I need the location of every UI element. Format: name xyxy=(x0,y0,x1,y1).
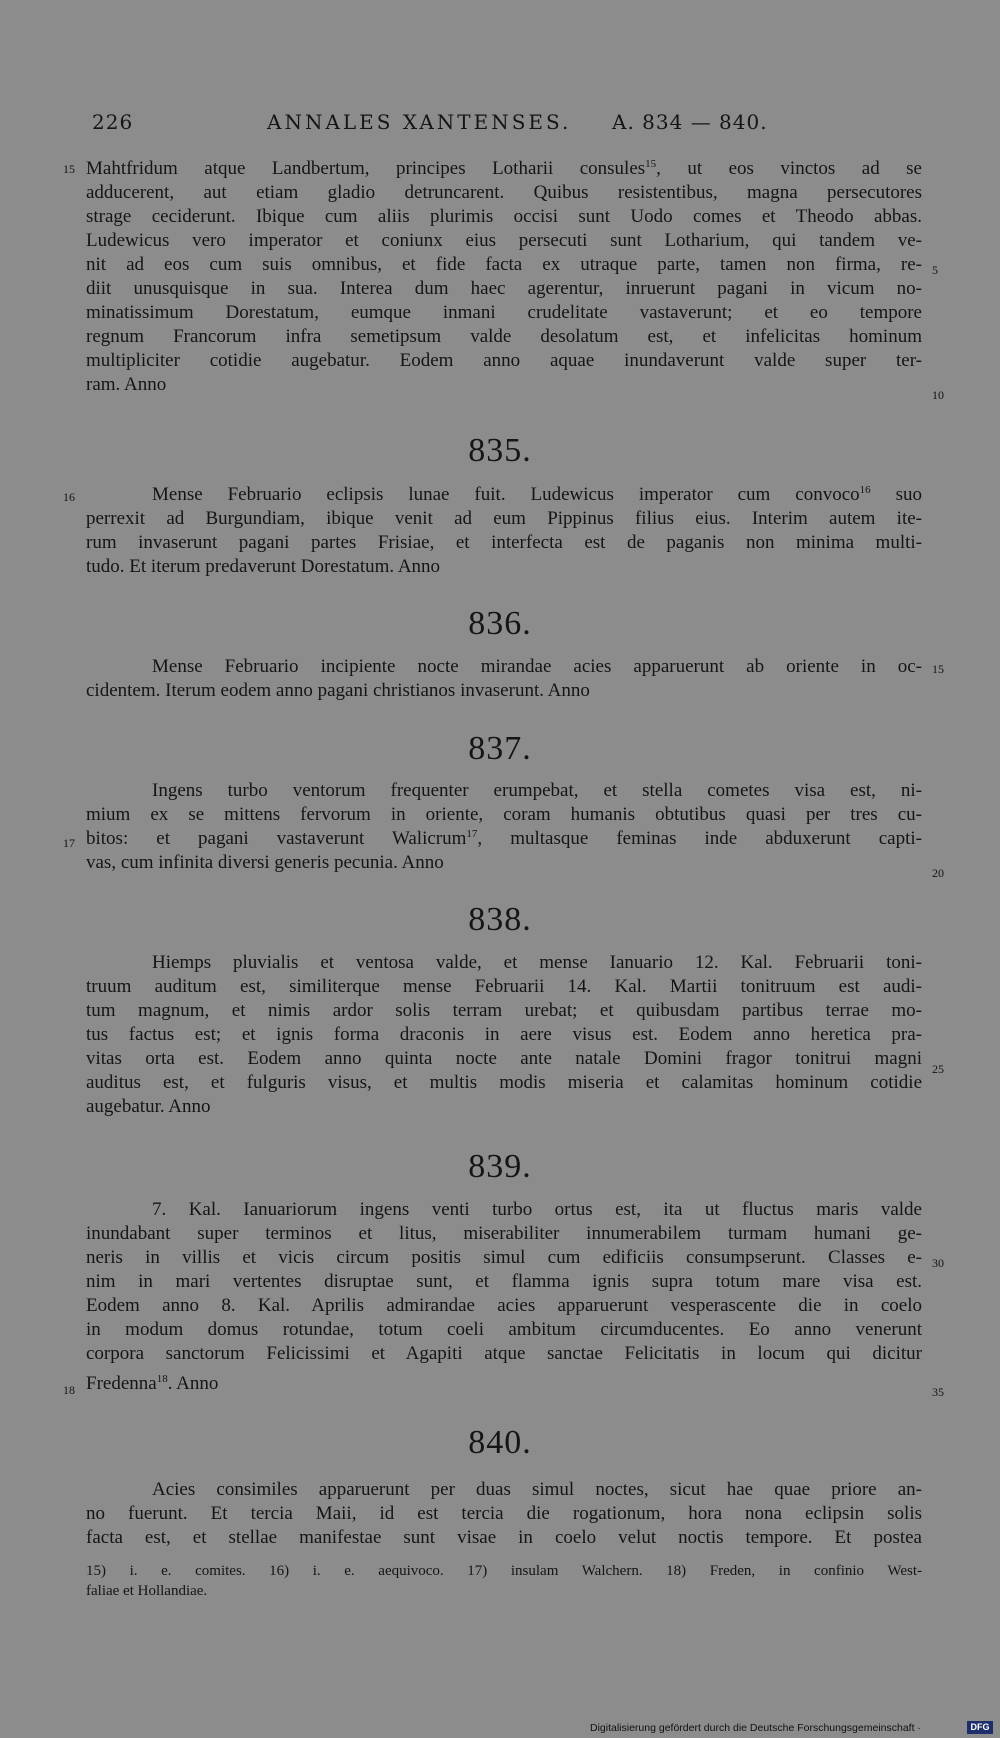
year-heading: 835. xyxy=(468,432,532,469)
footnote-ref: 16 xyxy=(859,484,871,496)
text-line: Ludewicus vero imperator et coniunx eius persecuti sunt Lotharium, qui tandem ve- xyxy=(86,230,922,251)
text-line: truum auditum est, similiterque mense Februarii 14. Kal. Martii tonitruum est audi- xyxy=(86,976,922,997)
text-line: adducerent, aut etiam gladio detruncarent. Quibus resistentibus, magna persecutores xyxy=(86,182,922,203)
text-line: inundabant super terminos et litus, miserabiliter innumerabilem turmam humani ge- xyxy=(86,1223,922,1244)
text-line: Hiemps pluvialis et ventosa valde, et mense Ianuario 12. Kal. Februarii toni- xyxy=(152,952,922,973)
text-line: tus factus est; et ignis forma draconis in aere visus est. Eodem anno heretica pra- xyxy=(86,1024,922,1045)
margin-number-right: 5 xyxy=(932,263,938,277)
text-line: Fredenna$^{18}$. Anno xyxy=(86,1373,219,1394)
text-line: auditus est, et fulguris visus, et multis modis miseria et calamitas hominum cotidie xyxy=(86,1072,922,1093)
text-line: diit unusquisque in sua. Interea dum haec agerentur, inruerunt pagani in vicum no- xyxy=(86,278,922,299)
text-line: mium ex se mittens fervorum in oriente, coram humanis obtutibus quasi per tres cu- xyxy=(86,804,922,825)
text-line: Eodem anno 8. Kal. Aprilis admirandae acies apparuerunt vesperascente die in coelo xyxy=(86,1295,922,1316)
running-title: ANNALES XANTENSES. xyxy=(267,110,572,134)
margin-number-left: 18 xyxy=(63,1383,75,1397)
margin-number-right: 25 xyxy=(932,1062,944,1076)
text-line: vitas orta est. Eodem anno quinta nocte ante natale Domini fragor tonitrui magni xyxy=(86,1048,922,1069)
footnote-ref: 15 xyxy=(645,158,657,170)
text-line: 7. Kal. Ianuariorum ingens venti turbo ortus est, ita ut fluctus maris valde xyxy=(152,1199,922,1220)
margin-number-right: 35 xyxy=(932,1385,944,1399)
text-line: Mense Februario incipiente nocte mirandae acies apparuerunt ab oriente in oc- xyxy=(152,656,922,677)
text-line: neris in villis et vicis circum positis simul cum edificiis consumpserunt. Classes e- xyxy=(86,1247,922,1268)
text-line: Mahtfridum atque Landbertum, principes Lotharii consules$^{15}$, ut eos vinctos ad se xyxy=(86,158,922,179)
text-line: perrexit ad Burgundiam, ibique venit ad eum Pippinus filius eius. Interim autem ite- xyxy=(86,508,922,529)
text-line: Acies consimiles apparuerunt per duas simul noctes, sicut hae quae priore an- xyxy=(152,1479,922,1500)
footnote-ref: 17 xyxy=(466,828,478,840)
text-line: tum magnum, et nimis ardor solis terram urebat; et quibusdam partibus terrae mo- xyxy=(86,1000,922,1021)
footnote-line: faliae et Hollandiae. xyxy=(86,1583,208,1599)
margin-number-left: 16 xyxy=(63,490,75,504)
margin-number-right: 10 xyxy=(932,388,944,402)
text-line: in modum domus rotundae, totum coeli ambitum circumducentes. Eo anno venerunt xyxy=(86,1319,922,1340)
text-line: Mense Februario eclipsis lunae fuit. Ludewicus imperator cum convoco$^{16}$ suo xyxy=(152,484,922,505)
margin-number-right: 30 xyxy=(932,1256,944,1270)
text-line: tudo. Et iterum predaverunt Dorestatum. Anno xyxy=(86,556,441,577)
text-line: corpora sanctorum Felicissimi et Agapiti atque sanctae Felicitatis in locum qui dicitur xyxy=(86,1343,922,1364)
year-heading: 837. xyxy=(468,730,532,767)
text-line: bitos: et pagani vastaverunt Walicrum$^{17}$, multasque feminas inde abduxerunt capti- xyxy=(86,828,922,849)
text-line: minatissimum Dorestatum, eumque inmani crudelitate vastaverunt; et eo tempore xyxy=(86,302,922,323)
year-heading: 839. xyxy=(468,1148,532,1185)
footnote-line: 15) i. e. comites. 16) i. e. aequivoco. 17) insulam Walchern. 18) Freden, in confinio West- xyxy=(86,1563,922,1579)
text-line: nim in mari vertentes disruptae sunt, et flamma ignis supra totum mare visa est. xyxy=(86,1271,922,1292)
year-heading: 836. xyxy=(468,605,532,642)
margin-number-left: 17 xyxy=(63,836,75,850)
text-line: augebatur. Anno xyxy=(86,1096,211,1117)
running-years: A. 834 — 840. xyxy=(612,110,768,134)
text-line: facta est, et stellae manifestae sunt visae in coelo velut noctis tempore. Et postea xyxy=(86,1527,922,1548)
year-heading: 840. xyxy=(468,1424,532,1461)
text-line: no fuerunt. Et tercia Maii, id est tercia die rogationum, hora nona eclipsin solis xyxy=(86,1503,922,1524)
text-line: regnum Francorum infra semetipsum valde desolatum est, et infelicitas hominum xyxy=(86,326,922,347)
year-heading: 838. xyxy=(468,901,532,938)
text-line: cidentem. Iterum eodem anno pagani christianos invaserunt. Anno xyxy=(86,680,590,701)
digitization-credit: Digitalisierung gefördert durch die Deutsche Forschungsgemeinschaft · xyxy=(590,1722,921,1734)
text-line: vas, cum infinita diversi generis pecunia. Anno xyxy=(86,852,444,873)
text-line: nit ad eos cum suis omnibus, et fide facta ex utraque parte, tamen non firma, re- xyxy=(86,254,922,275)
text-line: strage ceciderunt. Ibique cum aliis plurimis occisi sunt Uodo comes et Theodo abbas. xyxy=(86,206,922,227)
text-line: ram. Anno xyxy=(86,374,167,395)
text-line: multipliciter cotidie augebatur. Eodem anno aquae inundaverunt valde super ter- xyxy=(86,350,922,371)
margin-number-right: 15 xyxy=(932,662,944,676)
dfg-logo: DFG xyxy=(967,1721,993,1734)
margin-number-right: 20 xyxy=(932,866,944,880)
page-number: 226 xyxy=(92,110,134,134)
text-line: Ingens turbo ventorum frequenter erumpebat, et stella cometes visa est, ni- xyxy=(152,780,922,801)
margin-number-left: 15 xyxy=(63,162,75,176)
footnote-ref: 18 xyxy=(156,1373,168,1385)
text-line: rum invaserunt pagani partes Frisiae, et interfecta est de paganis non minima multi- xyxy=(86,532,922,553)
